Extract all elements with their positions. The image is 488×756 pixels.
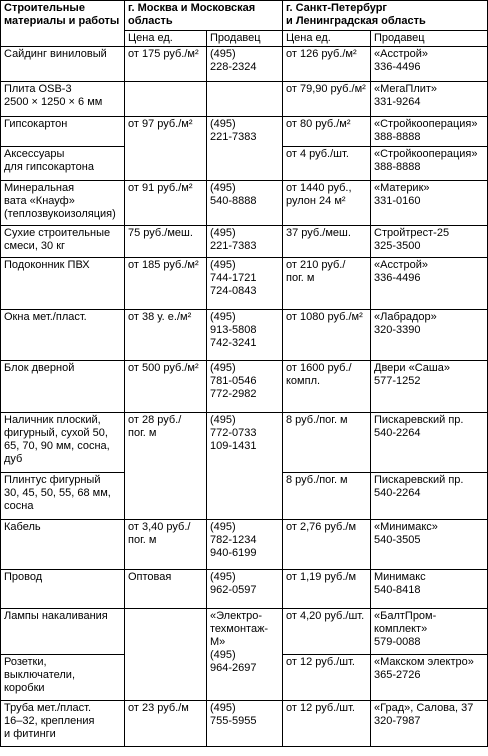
spb-seller-cell: «Асстрой» 336-4496 [371, 258, 488, 310]
moscow-seller-cell: (495) 228-2324 [207, 47, 283, 82]
moscow-seller-cell [207, 82, 283, 117]
spb-price-cell: 8 руб./пог. м [283, 473, 371, 520]
spb-seller-cell: Пискаревский пр. 540-2264 [371, 413, 488, 473]
moscow-seller-cell: (495) 781-0546 772-2982 [207, 361, 283, 413]
moscow-seller-cell: (495) 913-5808 742-3241 [207, 310, 283, 361]
moscow-price-cell [125, 609, 207, 701]
moscow-price-cell: от 175 руб./м² [125, 47, 207, 82]
moscow-price-cell: от 185 руб./м² [125, 258, 207, 310]
spb-price-cell: 37 руб./меш. [283, 226, 371, 258]
spb-seller-cell: «Минимакс» 540-3505 [371, 520, 488, 570]
material-cell: Лампы накаливания [1, 609, 125, 655]
table-row [1, 520, 488, 570]
spb-price-cell: от 4,20 руб./шт. [283, 609, 371, 655]
moscow-price-cell: от 500 руб./м² [125, 361, 207, 413]
spb-price-cell: от 79,90 руб./м² [283, 82, 371, 117]
moscow-price-cell: от 38 у. е./м² [125, 310, 207, 361]
spb-price-cell: от 12 руб./шт. [283, 655, 371, 701]
spb-seller-cell: «Лабрадор» 320-3390 [371, 310, 488, 361]
material-cell: Сухие строительные смеси, 30 кг [1, 226, 125, 258]
spb-seller-cell: «МегаПлит» 331-9264 [371, 82, 488, 117]
spb-price-cell: 8 руб./пог. м [283, 413, 371, 473]
spb-price-cell: от 1,19 руб./м [283, 570, 371, 609]
material-cell: Труба мет./пласт. 16–32, крепления и фитинги [1, 701, 125, 747]
moscow-seller-cell: (495) 221-7383 [207, 226, 283, 258]
material-cell: Гипсокартон [1, 117, 125, 147]
spb-seller-cell: «Асстрой» 336-4496 [371, 47, 488, 82]
table-row [1, 570, 488, 609]
table-row [1, 701, 488, 747]
spb-price-cell: от 4 руб./шт. [283, 147, 371, 181]
header-material: Строительные материалы и работы [1, 1, 125, 47]
table-row [1, 361, 488, 413]
moscow-seller-cell: «Электро- техмонтаж- М» (495) 964-2697 [207, 609, 283, 701]
spb-seller-cell: «Макском электро» 365-2726 [371, 655, 488, 701]
table-row [1, 609, 488, 655]
material-cell: Подоконник ПВХ [1, 258, 125, 310]
spb-price-cell: от 1600 руб./ компл. [283, 361, 371, 413]
moscow-price-cell: Оптовая [125, 570, 207, 609]
moscow-seller-cell: (495) 772-0733 109-1431 [207, 413, 283, 520]
spb-price-cell: от 1440 руб., рулон 24 м² [283, 181, 371, 226]
spb-price-cell: от 12 руб./шт. [283, 701, 371, 747]
header-moscow-seller: Продавец [207, 31, 283, 47]
material-cell: Наличник плоский, фигурный, сухой 50, 65, 70, 90 мм, сосна, дуб [1, 413, 125, 473]
spb-seller-cell: «БалтПром- комплект» 579-0088 [371, 609, 488, 655]
spb-seller-cell: «Материк» 331-0160 [371, 181, 488, 226]
table-row [1, 226, 488, 258]
spb-seller-cell: Стройтрест-25 325-3500 [371, 226, 488, 258]
moscow-price-cell: от 28 руб./ пог. м [125, 413, 207, 520]
moscow-seller-cell: (495) 962-0597 [207, 570, 283, 609]
moscow-price-cell: 75 руб./меш. [125, 226, 207, 258]
material-cell: Минеральная вата «Кнауф» (теплозвукоизоляция) [1, 181, 125, 226]
moscow-seller-cell: (495) 755-5955 [207, 701, 283, 747]
material-cell: Сайдинг виниловый [1, 47, 125, 82]
moscow-price-cell: от 97 руб./м² [125, 117, 207, 181]
moscow-seller-cell: (495) 221-7383 [207, 117, 283, 181]
moscow-seller-cell: (495) 744-1721 724-0843 [207, 258, 283, 310]
material-cell: Розетки, выключатели, коробки [1, 655, 125, 701]
spb-seller-cell: Минимакс 540-8418 [371, 570, 488, 609]
spb-seller-cell: «Стройкооперация» 388-8888 [371, 147, 488, 181]
moscow-seller-cell: (495) 782-1234 940-6199 [207, 520, 283, 570]
spb-price-cell: от 126 руб./м² [283, 47, 371, 82]
spb-seller-cell: Пискаревский пр. 540-2264 [371, 473, 488, 520]
spb-seller-cell: Двери «Саша» 577-1252 [371, 361, 488, 413]
material-cell: Плинтус фигурный 30, 45, 50, 55, 68 мм, сосна [1, 473, 125, 520]
spb-seller-cell: «Стройкооперация» 388-8888 [371, 117, 488, 147]
table-row [1, 82, 488, 117]
moscow-price-cell: от 91 руб./м² [125, 181, 207, 226]
moscow-seller-cell: (495) 540-8888 [207, 181, 283, 226]
material-cell: Блок дверной [1, 361, 125, 413]
material-cell: Кабель [1, 520, 125, 570]
table-row [1, 117, 488, 147]
table-row [1, 258, 488, 310]
material-cell: Аксессуары для гипсокартона [1, 147, 125, 181]
spb-price-cell: от 210 руб./ пог. м [283, 258, 371, 310]
moscow-price-cell [125, 82, 207, 117]
moscow-price-cell: от 3,40 руб./ пог. м [125, 520, 207, 570]
header-spb-price: Цена ед. [283, 31, 371, 47]
spb-price-cell: от 2,76 руб./м [283, 520, 371, 570]
moscow-price-cell: от 23 руб./м [125, 701, 207, 747]
material-cell: Окна мет./пласт. [1, 310, 125, 361]
header-spb-seller: Продавец [371, 31, 488, 47]
material-cell: Провод [1, 570, 125, 609]
spb-seller-cell: «Град», Салова, 37 320-7987 [371, 701, 488, 747]
header-spb: г. Санкт-Петербург и Ленинградская область [283, 1, 488, 31]
header-moscow-price: Цена ед. [125, 31, 207, 47]
table-row [1, 47, 488, 82]
table-row [1, 413, 488, 473]
table-row [1, 310, 488, 361]
header-moscow: г. Москва и Московская область [125, 1, 283, 31]
spb-price-cell: от 80 руб./м² [283, 117, 371, 147]
spb-price-cell: от 1080 руб./м² [283, 310, 371, 361]
table-row [1, 181, 488, 226]
material-cell: Плита OSB-3 2500 × 1250 × 6 мм [1, 82, 125, 117]
